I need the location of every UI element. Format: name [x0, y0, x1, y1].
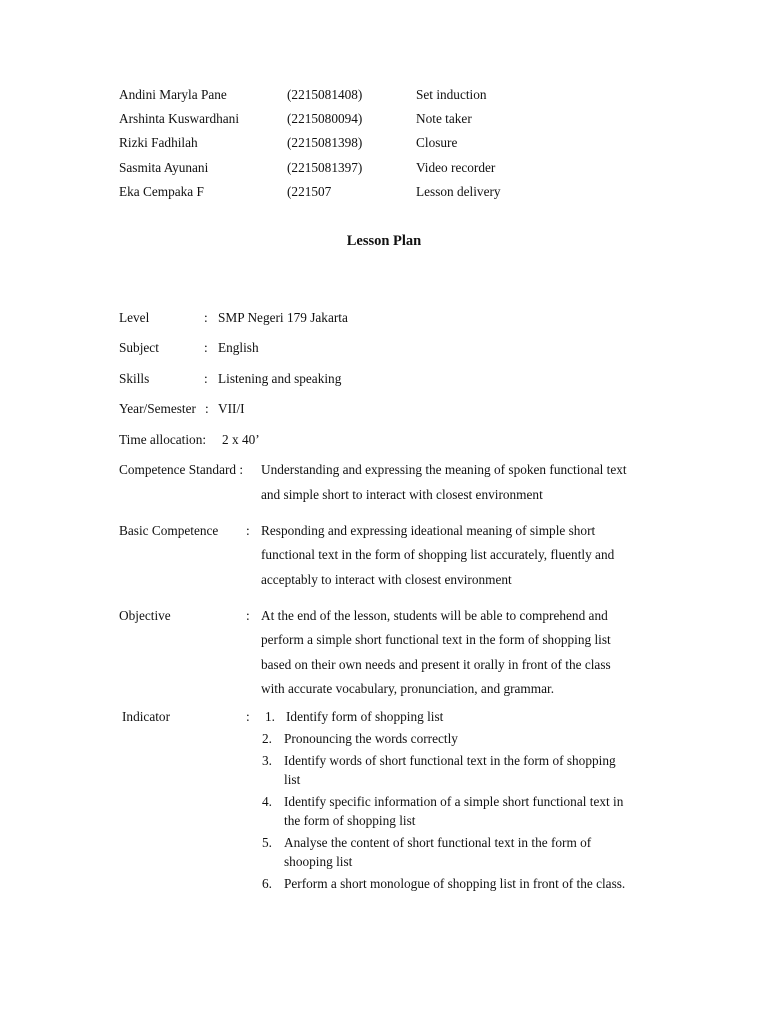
competence-standard-text: and simple short to interact with closest environment — [261, 487, 543, 502]
member-name: Eka Cempaka F — [119, 184, 204, 199]
list-item: Identify words of short functional text in the form of shopping — [284, 753, 616, 768]
list-item-number: 2. — [262, 731, 272, 746]
basic-competence-text: Responding and expressing ideational meaning of simple short — [261, 523, 596, 538]
objective-text: At the end of the lesson, students will be able to comprehend and — [261, 608, 608, 623]
list-item-number: 5. — [262, 835, 272, 850]
team-row — [0, 160, 768, 178]
skills-value: Listening and speaking — [218, 371, 342, 386]
subject-label: Subject — [119, 340, 159, 355]
member-role: Note taker — [416, 111, 472, 126]
member-id: (2215081397) — [287, 160, 363, 175]
member-role: Set induction — [416, 87, 487, 102]
basic-competence-label: Basic Competence — [119, 523, 219, 538]
member-id: (221507 — [287, 184, 332, 199]
basic-competence-colon: : — [246, 523, 250, 538]
level-label: Level — [119, 310, 150, 325]
time-allocation-label: Time allocation: — [119, 432, 207, 447]
member-name: Arshinta Kuswardhani — [119, 111, 240, 126]
competence-standard-text: Understanding and expressing the meaning of spoken functional text — [261, 462, 627, 477]
subject-value: English — [218, 340, 259, 355]
member-role: Closure — [416, 135, 458, 150]
list-item: Identify form of shopping list — [286, 709, 444, 724]
skills-label: Skills — [119, 371, 150, 386]
list-item-continuation: list — [284, 772, 301, 787]
objective-label: Objective — [119, 608, 171, 623]
list-item-number: 6. — [262, 876, 272, 891]
year-semester-colon: : — [205, 401, 209, 416]
list-item-continuation: the form of shopping list — [284, 813, 416, 828]
member-name: Rizki Fadhilah — [119, 135, 198, 150]
member-name: Andini Maryla Pane — [119, 87, 227, 102]
list-item: Identify specific information of a simple short functional text in — [284, 794, 624, 809]
year-semester-value: VII/I — [218, 401, 245, 416]
objective-text: with accurate vocabulary, pronunciation, and grammar. — [261, 681, 555, 696]
indicator-label: Indicator — [122, 709, 170, 724]
competence-standard-label: Competence Standard : — [119, 462, 244, 477]
objective-text: based on their own needs and present it orally in front of the class — [261, 657, 611, 672]
member-role: Video recorder — [416, 160, 496, 175]
year-semester-label: Year/Semester — [119, 401, 196, 416]
skills-colon: : — [204, 371, 208, 386]
list-item: Analyse the content of short functional text in the form of — [284, 835, 592, 850]
objective-text: perform a simple short functional text in the form of shopping list — [261, 632, 611, 647]
member-id: (2215081398) — [287, 135, 363, 150]
basic-competence-text: acceptably to interact with closest environment — [261, 572, 512, 587]
level-value: SMP Negeri 179 Jakarta — [218, 310, 348, 325]
basic-competence-text: functional text in the form of shopping list accurately, fluently and — [261, 547, 615, 562]
list-item-continuation: shooping list — [284, 854, 353, 869]
list-item: Pronouncing the words correctly — [284, 731, 458, 746]
page-title: Lesson Plan — [346, 233, 422, 249]
team-row — [0, 87, 768, 105]
list-item: Perform a short monologue of shopping list in front of the class. — [284, 876, 626, 891]
subject-colon: : — [204, 340, 208, 355]
member-name: Sasmita Ayunani — [119, 160, 209, 175]
list-item-number: 3. — [262, 753, 272, 768]
team-row — [0, 184, 768, 202]
indicator-colon: : — [246, 709, 250, 724]
team-row — [0, 111, 768, 129]
member-id: (2215081408) — [287, 87, 363, 102]
member-role: Lesson delivery — [416, 184, 501, 199]
member-id: (2215080094) — [287, 111, 363, 126]
list-item-number: 1. — [265, 709, 275, 724]
team-row — [0, 135, 768, 153]
objective-colon: : — [246, 608, 250, 623]
time-allocation-value: 2 x 40’ — [222, 432, 260, 447]
list-item-number: 4. — [262, 794, 272, 809]
level-colon: : — [204, 310, 208, 325]
